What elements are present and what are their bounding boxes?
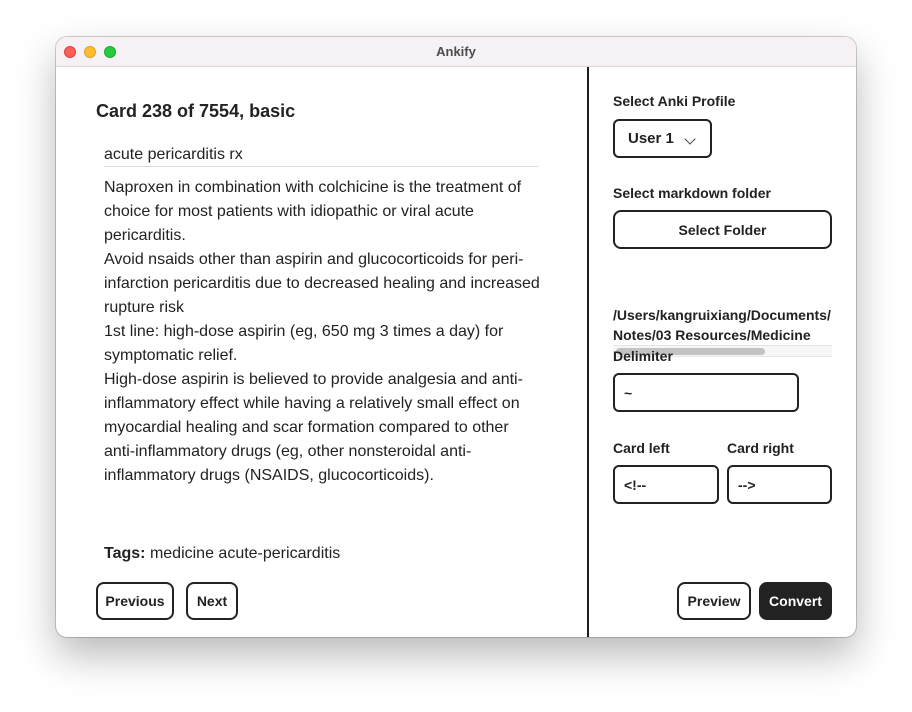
front-divider	[104, 166, 538, 167]
card-back-line: Avoid nsaids other than aspirin and glucocorticoids for peri-infarction pericarditis due to decreased healing and increased rupture risk	[104, 251, 540, 316]
folder-path-line: /Users/kangruixiang/Documents/	[613, 307, 831, 323]
card-heading: Card 238 of 7554, basic	[96, 101, 296, 121]
chevron-down-icon	[684, 133, 695, 144]
tags-label: Tags:	[104, 545, 146, 562]
card-left-label: Card left	[613, 440, 670, 456]
card-back-line: Naproxen in combination with colchicine is the treatment of choice for most patients with idiopathic or viral acute pericarditis.	[104, 179, 522, 244]
card-right-label: Card right	[727, 440, 794, 456]
app-window	[56, 37, 856, 637]
card-back-line: 1st line: high-dose aspirin (eg, 650 mg 3 times a day) for symptomatic relief.	[104, 323, 504, 364]
card-pane	[56, 67, 587, 637]
tags-value: medicine acute-pericarditis	[149, 545, 341, 562]
folder-label: Select markdown folder	[613, 185, 771, 201]
card-right-input[interactable]	[727, 465, 832, 504]
convert-button[interactable]: Convert	[759, 582, 832, 620]
title-bar	[56, 37, 856, 67]
preview-button[interactable]: Preview	[677, 582, 751, 620]
previous-button[interactable]: Previous	[96, 582, 174, 620]
window-title: Ankify	[436, 44, 476, 59]
next-button[interactable]: Next	[186, 582, 238, 620]
profile-value: User 1	[628, 130, 674, 147]
profile-select[interactable]	[613, 119, 712, 158]
card-back-line: High-dose aspirin is believed to provide analgesia and anti-inflammatory effect while having a relatively small effect on myocardial healing and scar formation compared to other anti-inflammatory drugs (eg, other nonsteroidal anti-inflammatory drugs (NSAIDS, glucocorticoids).	[104, 371, 523, 484]
card-front: acute pericarditis rx	[104, 146, 243, 163]
folder-path-line: Notes/03 Resources/Medicine	[613, 327, 811, 343]
card-left-input[interactable]	[613, 465, 719, 504]
profile-label: Select Anki Profile	[613, 93, 736, 109]
select-folder-button[interactable]: Select Folder	[613, 210, 832, 249]
delimiter-label: Delimiter	[613, 348, 673, 364]
card-tags	[104, 545, 340, 563]
delimiter-input[interactable]	[613, 373, 799, 412]
card-back	[104, 176, 544, 488]
settings-pane	[589, 67, 856, 637]
